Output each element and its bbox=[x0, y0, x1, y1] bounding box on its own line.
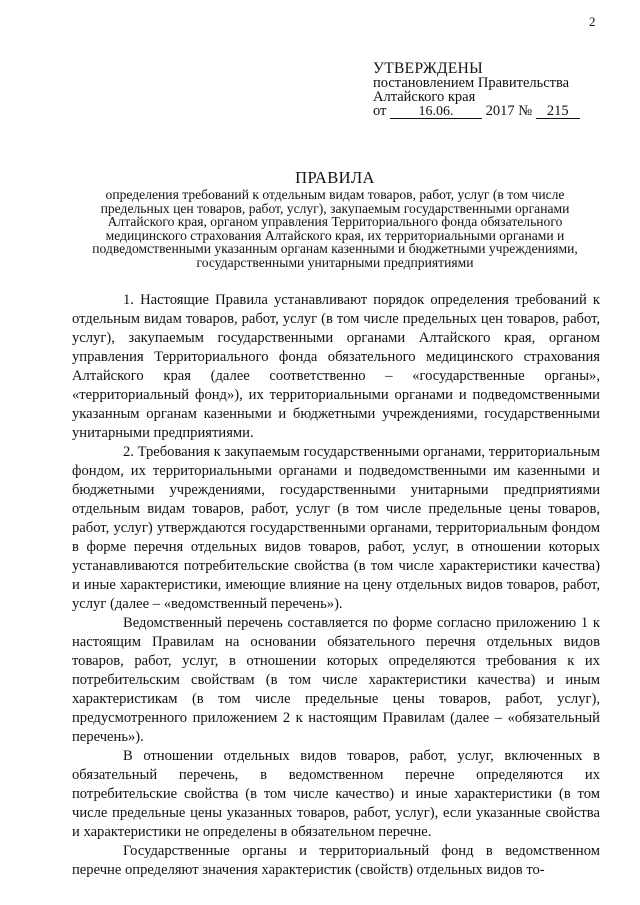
approval-line-2: Алтайского края bbox=[373, 89, 476, 105]
approval-stamp bbox=[373, 62, 580, 119]
approval-number: 215 bbox=[536, 105, 580, 119]
document-subtitle: определения требований к отдельным видам товаров, работ, услуг (в том числе предельных цен товаров, работ, услуг), закупаемым государственными органами Алтайского края, органом управления Территориального фонда обязательного медицинского страхования Алтайского края, их территориальными органами и подведомственными указанным органам казенными и бюджетными учреждениями, государственными унитарными предприятиями bbox=[92, 187, 578, 270]
approval-year: 2017 bbox=[485, 103, 515, 119]
paragraph-2: 2. Требования к закупаемым государственными органами, территориальным фондом, их территориальными органами и подведомственными им казенными и бюджетными учреждениями, государственными унитарными предприятиями отдельным видам товаров, работ, услуг (в том числе предельные цены товаров, работ, услуг) утверждаются государственными органами, территориальным фондом в форме перечня отдельных видов товаров, работ, услуг, в отношении которых устанавливаются потребительские свойства (в том числе характеристики качества) и иные характеристики, имеющие влияние на цену отдельных видов товаров, работ, услуг (далее – «ведомственный перечень»). bbox=[72, 444, 600, 612]
from-label: от bbox=[373, 103, 387, 119]
paragraph-1: 1. Настоящие Правила устанавливают порядок определения требований к отдельным видам товаров, работ, услуг (в том числе предельных цен товаров, работ, услуг), закупаемым государственными органами Алтайского края, органом управления Территориального фонда обязательного медицинского страхования Алтайского края (далее соответственно – «государственные органы», «территориальный фонд»), их территориальными органами и подведомственными указанным органам казенными и бюджетными учреждениями, государственными унитарными предприятиями. bbox=[72, 292, 600, 441]
page-number: 2 bbox=[589, 14, 596, 29]
approval-date-line bbox=[373, 104, 580, 119]
approval-heading: УТВЕРЖДЕНЫ bbox=[373, 60, 483, 77]
approval-line-1: постановлением Правительства bbox=[373, 75, 570, 91]
document-title: ПРАВИЛА bbox=[295, 168, 375, 187]
document-title-block bbox=[70, 170, 600, 269]
paragraph-5: Государственные органы и территориальный фонд в ведомственном перечне определяют значения характеристик (свойств) отдельных видов то- bbox=[72, 843, 600, 878]
document-body bbox=[72, 291, 600, 880]
paragraph-3: Ведомственный перечень составляется по форме согласно приложению 1 к настоящим Правилам на основании обязательного перечня отдельных видов товаров, работ, услуг, в отношении которых определяются требования к их потребительским свойствам (в том числе характеристики качества) и иным характеристикам (в том числе предельные цены товаров, работ, услуг), предусмотренного приложением 2 к настоящим Правилам (далее – «обязательный перечень»). bbox=[72, 615, 600, 745]
approval-date: 16.06. bbox=[390, 105, 482, 119]
paragraph-4: В отношении отдельных видов товаров, работ, услуг, включенных в обязательный перечень, в ведомственном перечне определяются их потребительские свойства (в том числе качество) и иные характеристики (в том числе предельные цены указанных товаров, работ, услуг), если указанные свойства и характеристики не определены в обязательном перечне. bbox=[72, 748, 600, 840]
number-sign: № bbox=[518, 103, 533, 119]
